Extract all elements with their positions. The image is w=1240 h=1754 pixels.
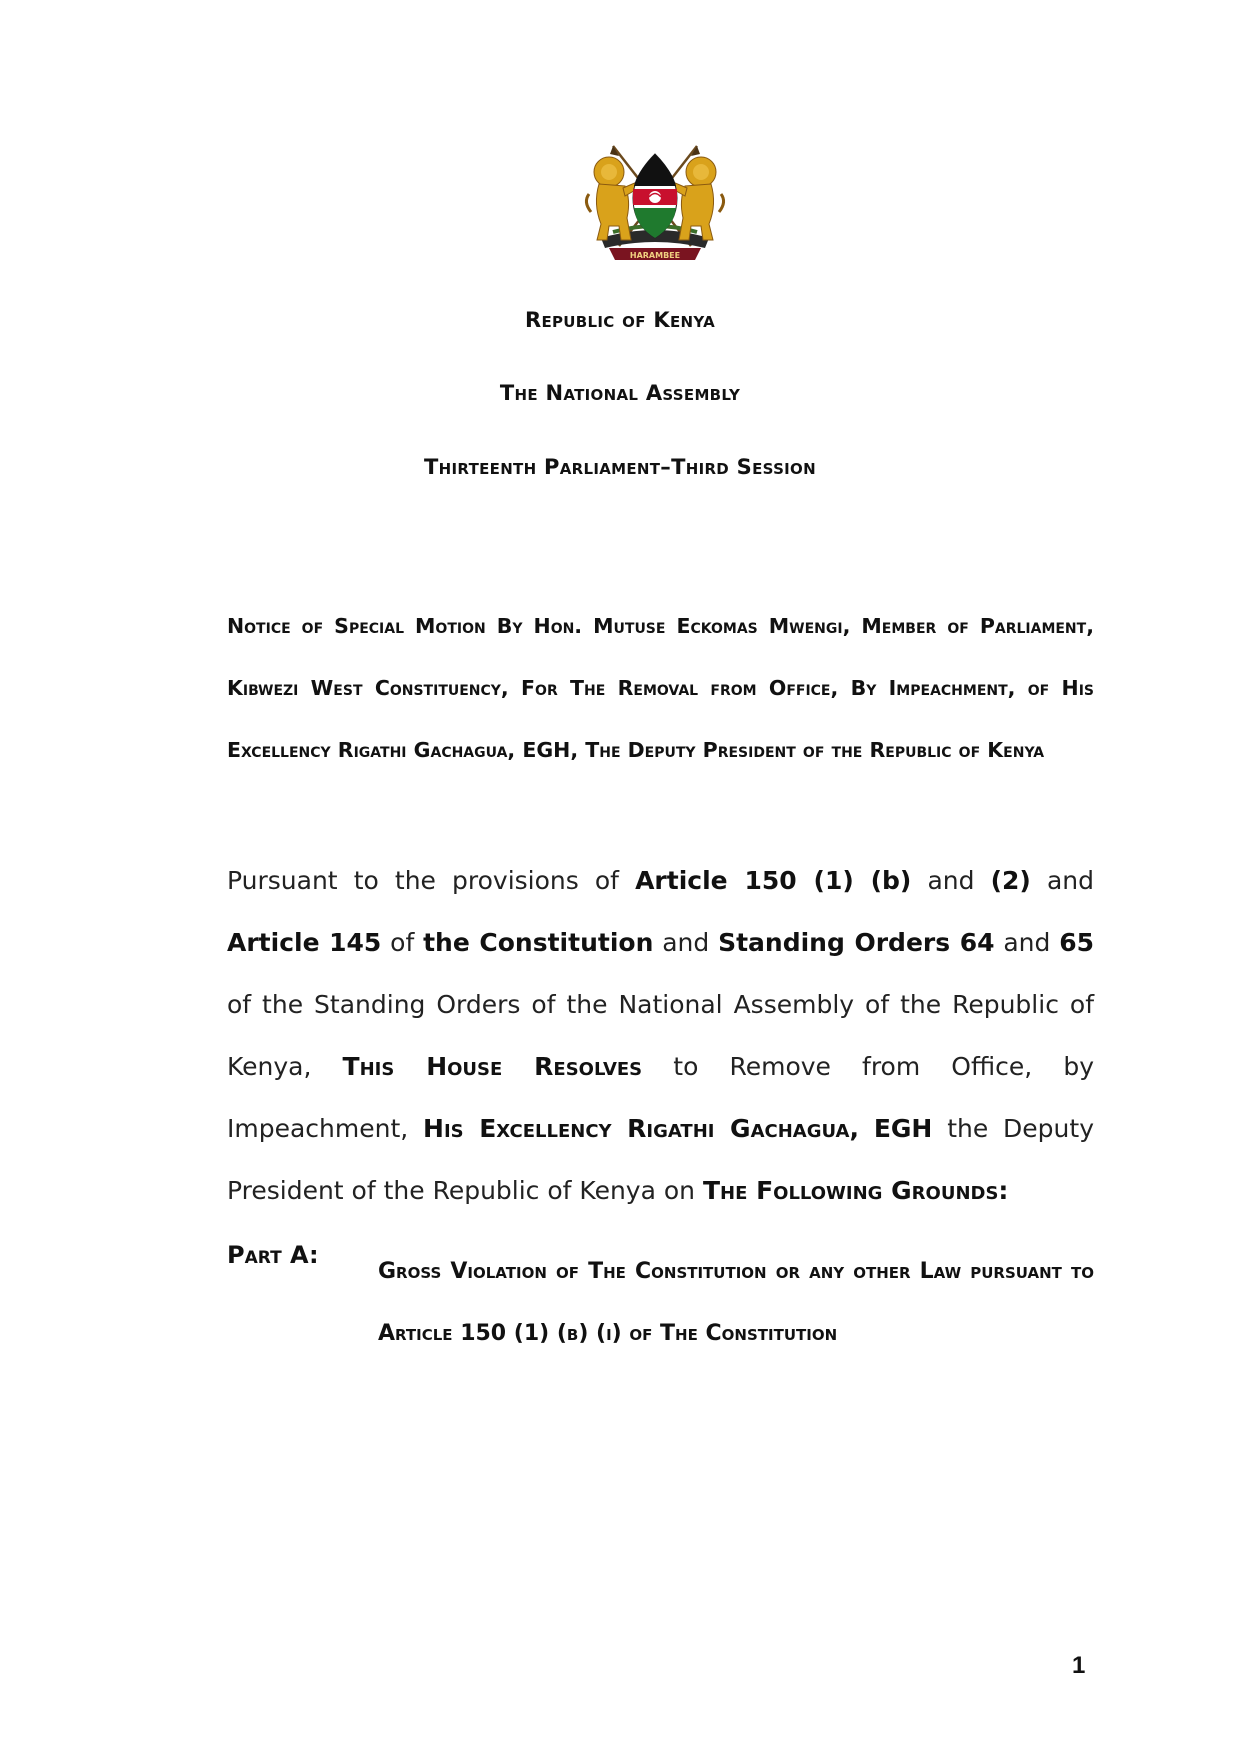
emblem-motto: HARAMBEE [629,251,681,260]
body-text [859,1114,874,1143]
part-a-label: Part A: [227,1241,319,1269]
body-text: and [994,928,1060,957]
notice-title: Notice of Special Motion By Hon. Mutuse Eckomas Mwengi, Member of Parliament, Kibwezi West Constituency, For The Removal from Office, By Impeachment, of His Excellency Rigathi Gachagua, EGH, The Deputy President of the Republic of Kenya [227,614,1094,762]
body-text: of the Standing Orders of the National Assembly of the Republic of Kenya, [227,990,1094,1081]
body-text: Pursuant to the provisions of [227,866,636,895]
body-bold-article-150: Article 150 (1) (b) [635,866,912,895]
body-bold-65: 65 [1059,928,1095,957]
body-text: and [1030,866,1094,895]
heading-republic: Republic of Kenya [525,308,715,332]
heading-national-assembly: The National Assembly [499,381,741,405]
body-bold-article-145: Article 145 [227,928,382,957]
kenya-coat-of-arms-icon [579,142,731,266]
body-following-grounds: The Following Grounds: [702,1176,1009,1205]
motion-body-paragraph [227,850,1094,1222]
body-this-house-resolves: This House Resolves [342,1052,643,1081]
heading-parliament-session: Thirteenth Parliament–Third Session [424,455,816,479]
body-his-excellency: His Excellency Rigathi Gachagua, [423,1114,859,1143]
body-text: and [653,928,719,957]
body-text: to Remove from Office, by Impeachment, [227,1052,1094,1143]
body-text: and [911,866,991,895]
body-bold-egh: EGH [873,1114,933,1143]
body-bold-constitution: the Constitution [423,928,654,957]
body-text: of [381,928,424,957]
body-bold-clause-2: (2) [990,866,1031,895]
page-number: 1 [1072,1652,1086,1679]
body-bold-standing-orders-64: Standing Orders 64 [718,928,995,957]
body-text: the Deputy President of the Republic of Kenya on [227,1114,1094,1205]
part-a-heading: Gross Violation of The Constitution or any other Law pursuant to Article 150 (1) (b) (i) of The Constitution [378,1259,1094,1346]
